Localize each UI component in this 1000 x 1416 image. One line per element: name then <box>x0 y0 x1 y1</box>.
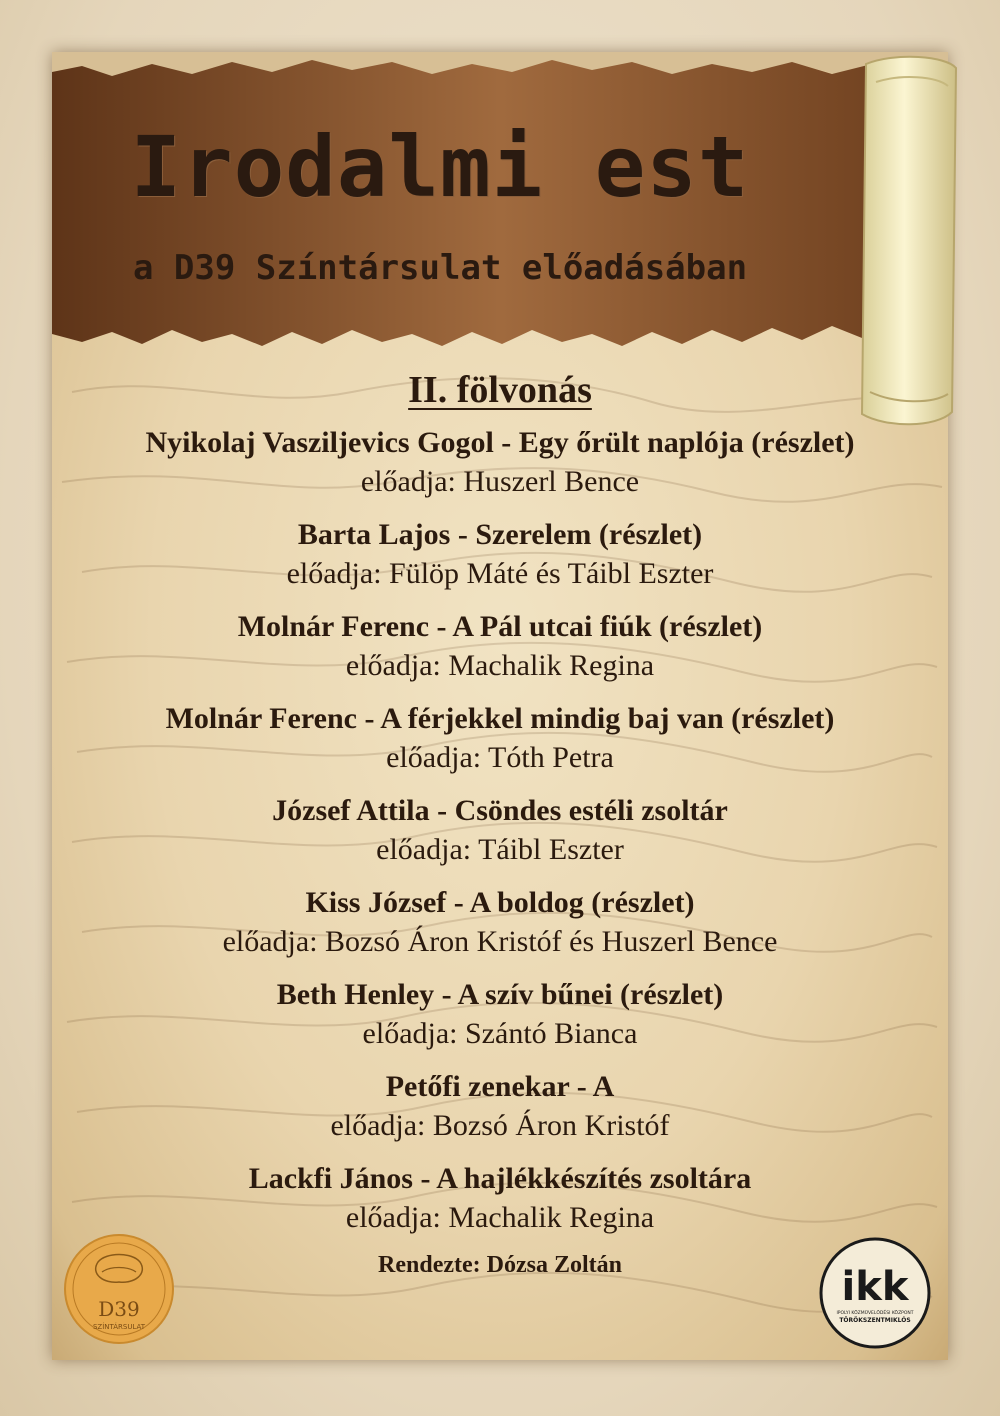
performer-line: előadja: Táibl Eszter <box>376 833 624 866</box>
program-item <box>52 1068 948 1146</box>
performer-line: előadja: Bozsó Áron Kristóf <box>330 1109 670 1142</box>
program-item <box>52 700 948 778</box>
program-item <box>52 608 948 686</box>
work-title: Petőfi zenekar - A <box>385 1070 615 1103</box>
poster-subtitle: a D39 Színtársulat előadásában <box>132 248 748 288</box>
work-title: Molnár Ferenc - A Pál utcai fiúk (részlet) <box>237 610 763 643</box>
poster-title: Irodalmi est <box>130 118 750 216</box>
work-title: Barta Lajos - Szerelem (részlet) <box>297 518 703 551</box>
d39-logo-text: D39 <box>98 1297 140 1321</box>
performer-line: előadja: Szántó Bianca <box>362 1017 638 1050</box>
d39-logo-caption: SZÍNTÁRSULAT <box>92 1323 146 1331</box>
performer-line: előadja: Fülöp Máté és Táibl Eszter <box>286 557 714 590</box>
performer-line: előadja: Machalik Regina <box>345 649 655 682</box>
ikk-logo-caption-1: IPOLYI KÖZMŰVELŐDÉSI KÖZPONT <box>836 1311 914 1316</box>
program-item <box>52 424 948 502</box>
ikk-logo-icon <box>818 1236 932 1350</box>
work-title: Molnár Ferenc - A férjekkel mindig baj van (részlet) <box>165 702 835 735</box>
program-item <box>52 884 948 962</box>
program-item <box>52 516 948 594</box>
performer-line: előadja: Tóth Petra <box>386 741 614 774</box>
performer-line: előadja: Machalik Regina <box>345 1201 655 1234</box>
program-content <box>52 368 948 1279</box>
d39-theatre-logo-icon <box>62 1232 176 1346</box>
program-item <box>52 976 948 1054</box>
program-item <box>52 792 948 870</box>
program-list <box>52 424 948 1238</box>
performer-line: előadja: Huszerl Bence <box>360 465 640 498</box>
work-title: Beth Henley - A szív bűnei (részlet) <box>276 978 724 1011</box>
section-heading: II. fölvonás <box>408 369 592 411</box>
work-title: Lackfi János - A hajlékkészítés zsoltára <box>248 1162 752 1195</box>
ikk-logo-caption-2: TÖRÖKSZENTMIKLÓS <box>839 1317 911 1324</box>
director-credit: Rendezte: Dózsa Zoltán <box>378 1252 622 1278</box>
program-item <box>52 1160 948 1238</box>
performer-line: előadja: Bozsó Áron Kristóf és Huszerl Bence <box>222 925 778 958</box>
ikk-logo-text: ikk <box>841 1264 909 1310</box>
work-title: József Attila - Csöndes estéli zsoltár <box>272 794 728 827</box>
work-title: Nyikolaj Vasziljevics Gogol - Egy őrült naplója (részlet) <box>145 426 855 459</box>
work-title: Kiss József - A boldog (részlet) <box>305 886 695 919</box>
